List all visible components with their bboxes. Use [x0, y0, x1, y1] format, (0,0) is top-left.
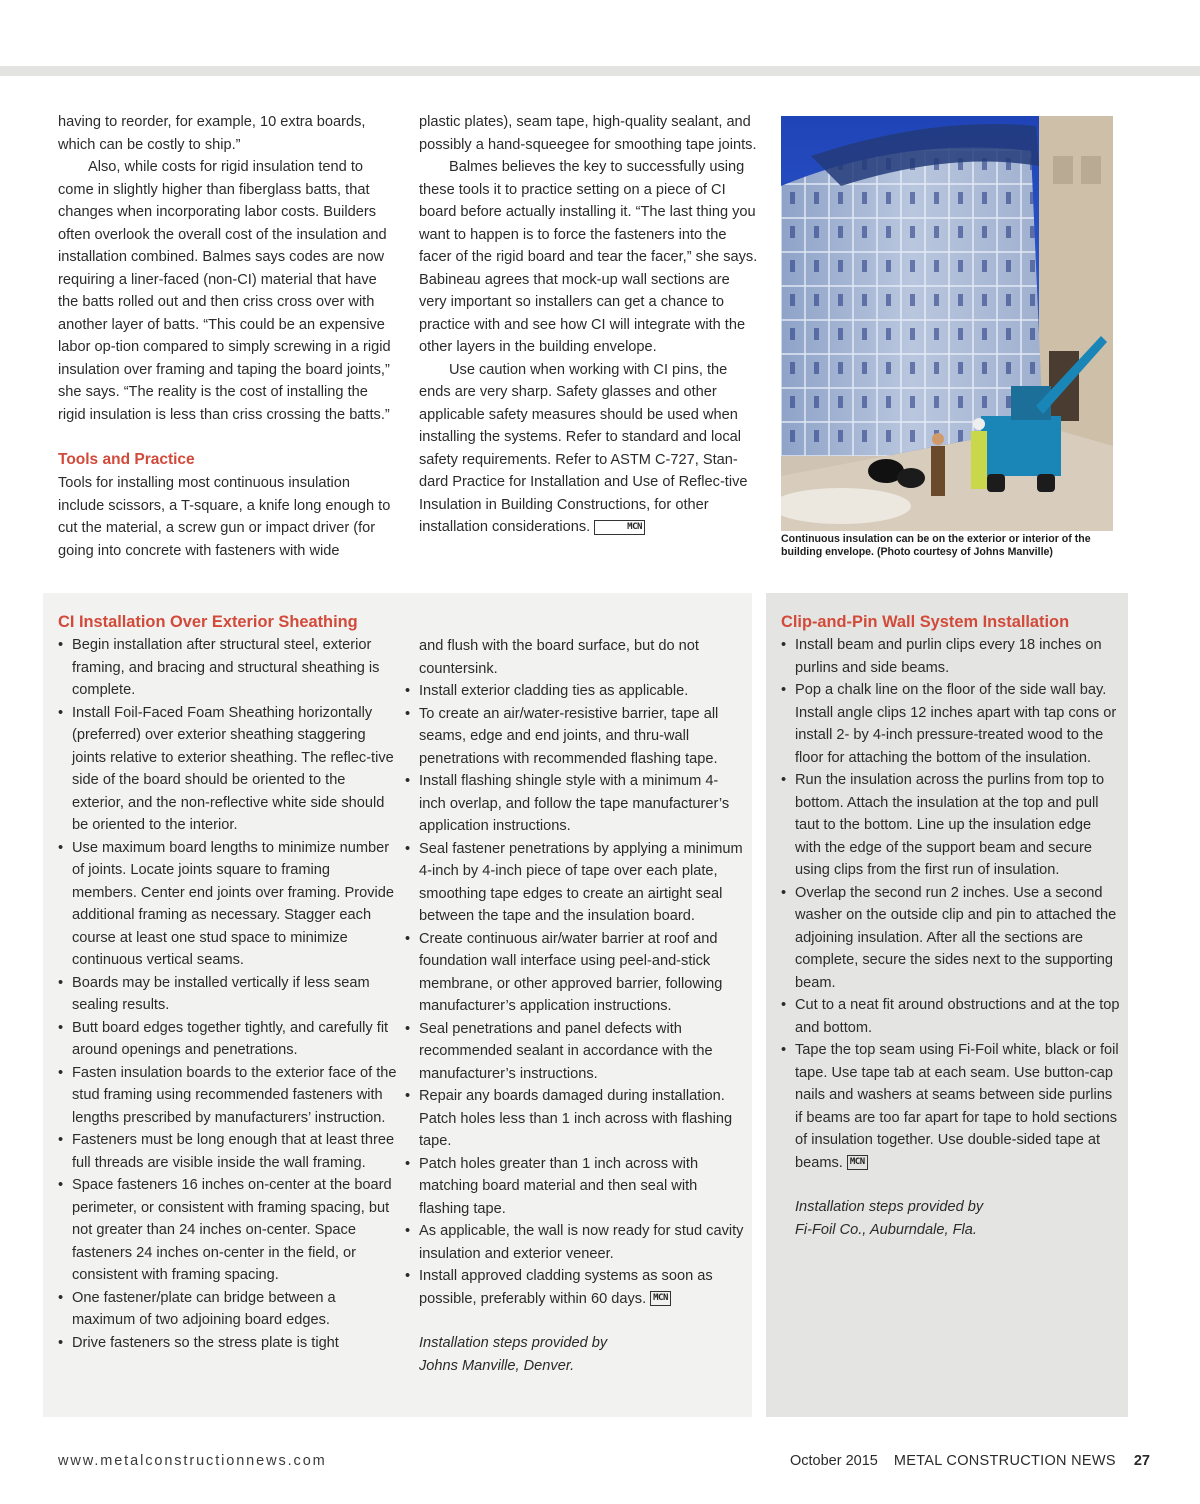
list-item: • To create an air/water-resistive barrier, tape all seams, edge and end joints, and thru-wall penetrations with recommended flashing tape.: [405, 703, 745, 771]
article-paragraph-text: Use caution when working with CI pins, the ends are very sharp. Safety glasses and other applicable safety measures should be used when installing the systems. Refer to standard and local safety requirements. Refer to ASTM C-727, Stan-dard Practice for Installation and Use of Reflec-tive Insulation in Building Constructions, for other installation considerations.: [419, 361, 748, 535]
list-item: [405, 1265, 745, 1310]
article-paragraph: having to reorder, for example, 10 extra boards, which can be costly to ship.”: [58, 114, 366, 153]
list-item: • One fastener/plate can bridge between a maximum of two adjoining board edges.: [58, 1287, 398, 1332]
list-item: • Pop a chalk line on the floor of the side wall bay. Install angle clips 12 inches apart with tap cons or install 2- by 4-inch pressure-treated wood to the floor for attaching the bottom of the insulation.: [781, 679, 1121, 769]
article-paragraph: [419, 359, 759, 539]
credit-line: Installation steps provided by: [795, 1199, 984, 1215]
article-paragraph: Balmes believes the key to successfully using these tools it to practice setting on a piece of CI board before actually installing it. “The last thing you want to happen is to force the fasteners into the facer of the rigid board and tear the facer,” she says. Babineau agrees that mock-up wall sections are very important so installers can get a chance to practice with and see how CI will integrate with the other layers in the building envelope.: [419, 159, 758, 355]
footer-publication: METAL CONSTRUCTION NEWS: [893, 1453, 1116, 1469]
list-item-text: Install approved cladding systems as soon as possible, preferably within 60 days.: [419, 1268, 713, 1307]
end-mark-icon: MCN: [594, 520, 645, 535]
list-item: • Install beam and purlin clips every 18 inches on purlins and side beams.: [781, 634, 1121, 679]
list-item: [781, 1039, 1121, 1174]
list-item: • Seal penetrations and panel defects with recommended sealant in accordance with the manufacturer’s instructions.: [405, 1018, 745, 1086]
end-mark-icon: MCN: [650, 1291, 671, 1306]
article-paragraph: plastic plates), seam tape, high-quality sealant, and possibly a hand-squeegee for smoothing tape joints.: [419, 114, 757, 153]
article-column-1: [58, 111, 398, 562]
list-item: • Begin installation after structural steel, exterior framing, and bracing and structural sheathing is complete.: [58, 634, 398, 702]
list-item: • Fasteners must be long enough that at least three full threads are visible inside the wall framing.: [58, 1129, 398, 1174]
photo-caption: Continuous insulation can be on the exterior or interior of the building envelope. (Photo courtesy of Johns Manville): [781, 533, 1091, 558]
sidebar-credit: [419, 1332, 745, 1377]
list-item: • Cut to a neat fit around obstructions and at the top and bottom.: [781, 994, 1121, 1039]
list-item: • Install exterior cladding ties as applicable.: [405, 680, 745, 703]
list-item: • Use maximum board lengths to minimize number of joints. Locate joints square to framing members. Center end joints over framing. Provide additional framing as necessary. Stagger each course at least one stud space to minimize continuous vertical seams.: [58, 837, 398, 972]
list-item: • Install Foil-Faced Foam Sheathing horizontally (preferred) over exterior sheathing staggering joints relative to exterior sheathing. The reflec-tive side of the board should be oriented to the exterior, and the non-reflective white side should be oriented to the interior.: [58, 702, 398, 837]
list-item: • Install flashing shingle style with a minimum 4-inch overlap, and follow the tape manufacturer’s application instructions.: [405, 770, 745, 838]
list-item: • As applicable, the wall is now ready for stud cavity insulation and exterior veneer.: [405, 1220, 745, 1265]
list-item: • Drive fasteners so the stress plate is tight: [58, 1332, 398, 1355]
credit-line: Johns Manville, Denver.: [419, 1357, 575, 1374]
list-item: • Create continuous air/water barrier at roof and foundation wall interface using peel-and-stick membrane, or other approved barrier, following manufacturer’s application instructions.: [405, 928, 745, 1018]
sidebar-right-title: Clip-and-Pin Wall System Installation: [781, 613, 1070, 631]
page-number: 27: [1133, 1453, 1150, 1469]
list-item: • Repair any boards damaged during installation. Patch holes less than 1 inch across with flashing tape.: [405, 1085, 745, 1153]
sidebar-credit: [795, 1196, 1121, 1241]
article-paragraph: Tools for installing most continuous insulation include scissors, a T-square, a knife long enough to cut the material, a screw gun or impact driver (for going into concrete with fasteners with wide: [58, 475, 391, 559]
sidebar-right-column: [781, 634, 1121, 1241]
sidebar-left-title: CI Installation Over Exterior Sheathing: [58, 613, 358, 631]
list-item: • Space fasteners 16 inches on-center at the board perimeter, or consistent with framing spacing, but not greater than 24 inches on-center. Space fasteners 24 inches on-center in the field, or consistent with framing spacing.: [58, 1174, 398, 1287]
article-column-2: [419, 111, 759, 539]
list-item: • Run the insulation across the purlins from top to bottom. Attach the insulation at the top and pull taut to the bottom. Line up the insulation edge with the edge of the support beam and secure using clips from the first run of insulation.: [781, 769, 1121, 882]
list-item: • Patch holes greater than 1 inch across with matching board material and then seal with flashing tape.: [405, 1153, 745, 1221]
credit-line: Fi-Foil Co., Auburndale, Fla.: [795, 1221, 977, 1238]
list-item: • Boards may be installed vertically if less seam sealing results.: [58, 972, 398, 1017]
list-item: and flush with the board surface, but do not countersink.: [419, 638, 699, 677]
credit-line: Installation steps provided by: [419, 1335, 608, 1351]
footer-info: [790, 1453, 1150, 1469]
list-item: • Butt board edges together tightly, and carefully fit around openings and penetrations.: [58, 1017, 398, 1062]
list-item-text: Tape the top seam using Fi-Foil white, black or foil tape. Use tape tab at each seam. Use button-cap nails and washers at seams between side purlins if beams are too far apart for tape to hold sections of insulation together. Use double-sided tape at beams.: [795, 1042, 1119, 1171]
list-item: • Overlap the second run 2 inches. Use a second washer on the outside clip and pin to attached the adjoining insulation. After all the sections are complete, secure the sides next to the supporting beam.: [781, 882, 1121, 995]
end-mark-icon: MCN: [847, 1155, 868, 1170]
article-paragraph: Also, while costs for rigid insulation tend to come in slightly higher than fiberglass batts, that changes when incorporating labor costs. Builders often overlook the overall cost of the insulation and installation combined. Balmes says codes are now requiring a liner-faced (non-CI) material that have the batts rolled out and then criss cross over with another layer of batts. “This could be an expensive labor op-tion compared to simply screwing in a rigid insulation over framing and taping the board joints,” she says. “The reality is the cost of installing the rigid insulation is less than criss crossing the batts.”: [58, 159, 391, 423]
list-item: • Seal fastener penetrations by applying a minimum 4-inch by 4-inch piece of tape over each plate, smoothing tape edges to create an airtight seal between the tape and the insulation board.: [405, 838, 745, 928]
footer-date: October 2015: [789, 1453, 878, 1469]
list-item: • Fasten insulation boards to the exterior face of the stud framing using recommended fasteners with lengths prescribed by manufacturers’ instruction.: [58, 1062, 398, 1130]
sidebar-left-column-2: [405, 635, 745, 1377]
section-subhead: Tools and Practice: [58, 451, 195, 468]
construction-photo: [781, 116, 1113, 531]
top-rule: [0, 66, 1200, 76]
footer-url-link[interactable]: www.metalconstructionnews.com: [58, 1453, 327, 1469]
sidebar-left-column-1: [58, 634, 398, 1354]
